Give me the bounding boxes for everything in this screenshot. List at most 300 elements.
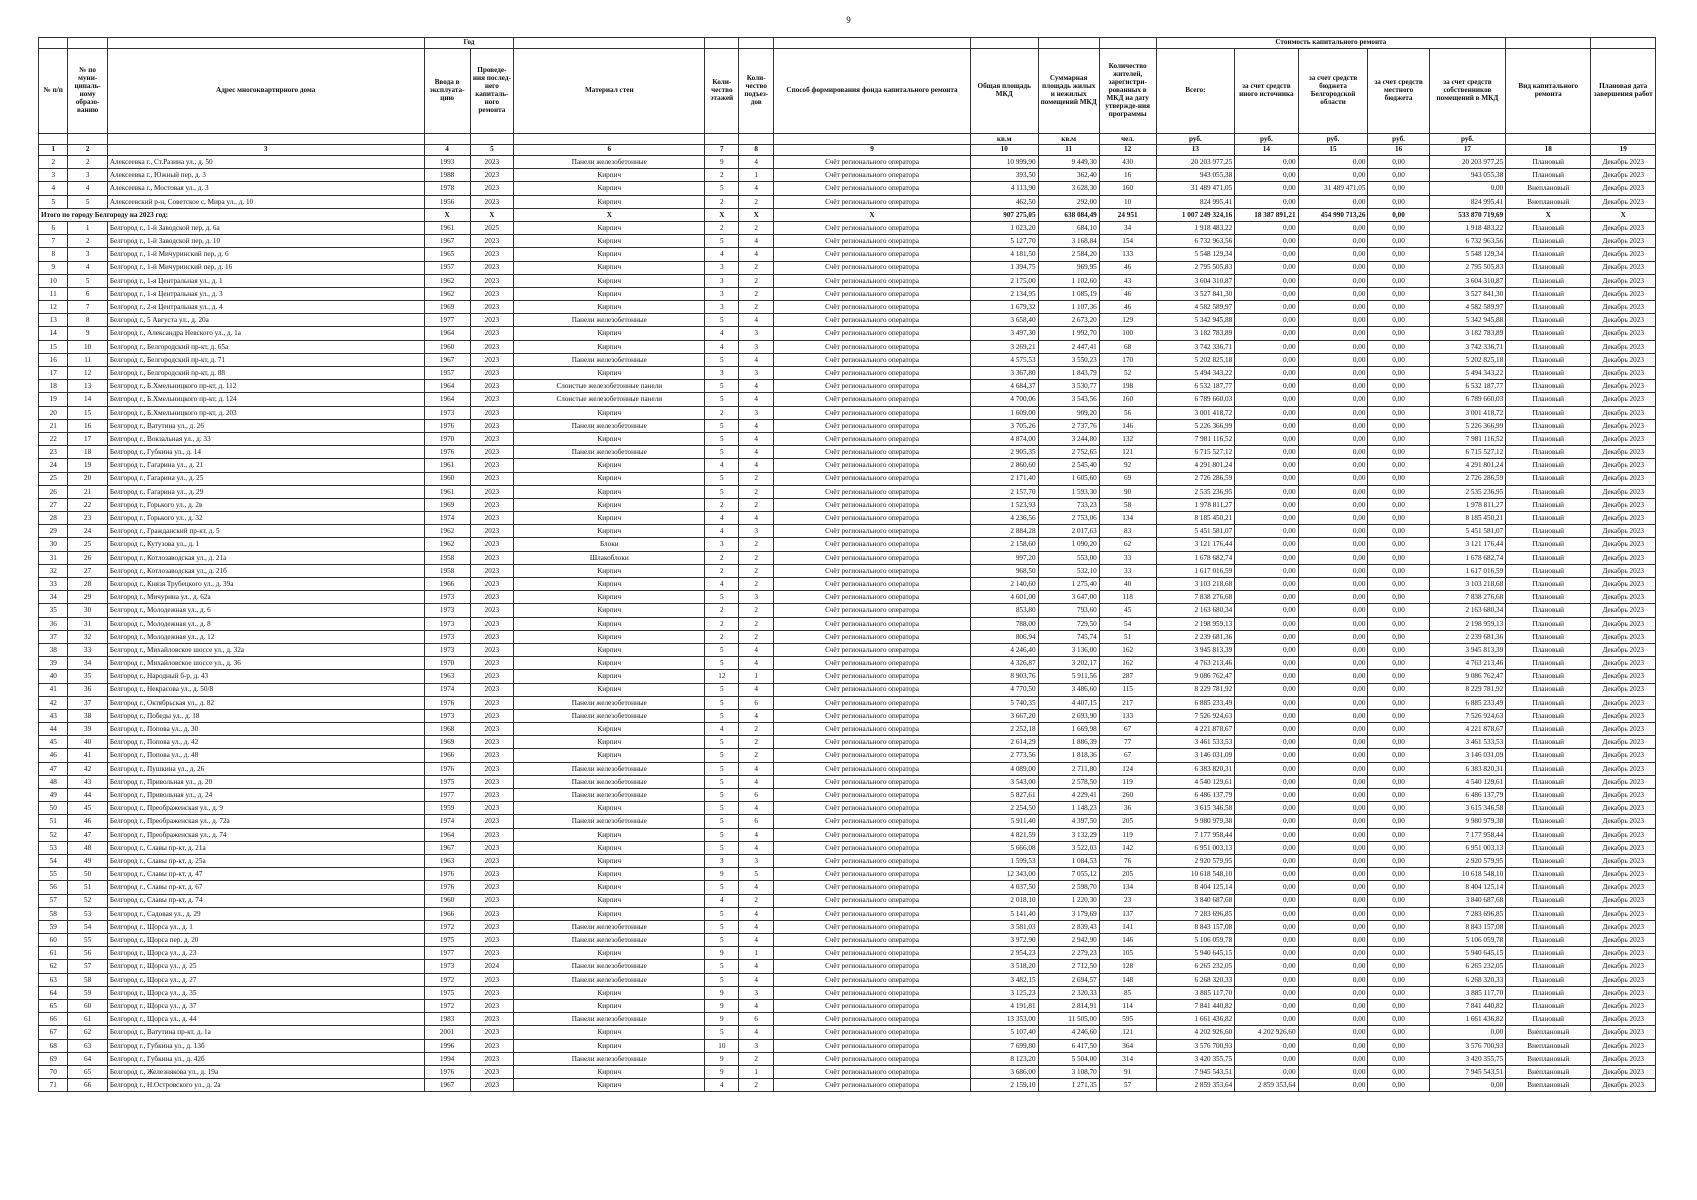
table-cell: 0,00 — [1368, 551, 1429, 564]
table-cell: Плановый — [1506, 498, 1591, 511]
table-cell: 2 158,60 — [970, 538, 1038, 551]
table-cell: Белгород г., Белгородский пр-кт, д. 65а — [107, 340, 424, 353]
table-row — [39, 221, 1656, 234]
table-cell: 1976 — [424, 419, 470, 432]
table-cell: Счёт регионального оператора — [774, 380, 971, 393]
column-number-10: 10 — [970, 145, 1038, 156]
table-cell: Счёт регионального оператора — [774, 301, 971, 314]
table-cell: 0,00 — [1298, 512, 1368, 525]
table-row — [39, 340, 1656, 353]
table-row — [39, 261, 1656, 274]
total-row — [39, 208, 1656, 221]
table-cell: 2023 — [470, 670, 514, 683]
table-cell: Кирпич — [514, 578, 705, 591]
table-cell: Белгород г., Садовая ул., д. 29 — [107, 907, 424, 920]
table-cell: Декабрь 2023 — [1591, 380, 1656, 393]
table-cell: 83 — [1099, 525, 1156, 538]
table-cell: 3 — [705, 287, 739, 300]
table-cell: Панели железобетонные — [514, 789, 705, 802]
table-cell: 3 179,69 — [1038, 907, 1099, 920]
table-cell: 4 — [739, 802, 774, 815]
table-cell: 364 — [1099, 1039, 1156, 1052]
table-cell: 1 669,98 — [1038, 723, 1099, 736]
table-cell: 0,00 — [1298, 340, 1368, 353]
table-cell: 1 084,53 — [1038, 854, 1099, 867]
table-cell: 2023 — [470, 551, 514, 564]
table-cell: 0,00 — [1235, 736, 1298, 749]
table-cell: 7 945 543,51 — [1156, 1065, 1235, 1078]
table-cell: 2 — [739, 498, 774, 511]
table-row — [39, 617, 1656, 630]
table-cell: 3 885 117,70 — [1156, 986, 1235, 999]
table-cell: 0,00 — [1368, 1052, 1429, 1065]
table-cell: 3 — [739, 525, 774, 538]
table-cell: 7 981 116,52 — [1429, 432, 1506, 445]
table-cell: 0,00 — [1368, 459, 1429, 472]
table-cell: 1 — [739, 1065, 774, 1078]
table-cell: Декабрь 2023 — [1591, 670, 1656, 683]
table-cell: Счёт регионального оператора — [774, 419, 971, 432]
table-cell: Плановый — [1506, 762, 1591, 775]
table-cell: 46 — [39, 749, 68, 762]
table-cell: Декабрь 2023 — [1591, 775, 1656, 788]
table-cell: 1976 — [424, 1065, 470, 1078]
table-cell: 3 121 176,44 — [1156, 538, 1235, 551]
table-cell: 58 — [68, 973, 107, 986]
table-cell: 2 — [739, 617, 774, 630]
table-cell: Плановый — [1506, 274, 1591, 287]
unit-col-3 — [107, 134, 424, 145]
table-cell: 6 732 963,56 — [1429, 235, 1506, 248]
table-cell: Кирпич — [514, 868, 705, 881]
table-row — [39, 564, 1656, 577]
table-cell: Кирпич — [514, 564, 705, 577]
table-cell: Белгород г., 5 Августа ул., д. 20а — [107, 314, 424, 327]
table-cell: 0,00 — [1235, 868, 1298, 881]
table-cell: 0,00 — [1298, 762, 1368, 775]
table-cell: 5 — [705, 472, 739, 485]
table-cell: Плановый — [1506, 169, 1591, 182]
table-cell: 16 — [39, 353, 68, 366]
table-cell: 3 615 346,58 — [1429, 802, 1506, 815]
table-cell: Декабрь 2023 — [1591, 762, 1656, 775]
table-cell: Счёт регионального оператора — [774, 986, 971, 999]
table-cell: Белгород г., Славы пр-кт, д. 67 — [107, 881, 424, 894]
table-cell: 4 — [739, 775, 774, 788]
table-cell: 0,00 — [1298, 643, 1368, 656]
table-cell: 1965 — [424, 248, 470, 261]
table-cell: 133 — [1099, 709, 1156, 722]
table-cell: 0,00 — [1368, 221, 1429, 234]
table-cell: 5 — [705, 802, 739, 815]
table-cell: 9 086 762,47 — [1429, 670, 1506, 683]
table-cell: 162 — [1099, 643, 1156, 656]
table-cell: Счёт регионального оператора — [774, 578, 971, 591]
table-cell: 260 — [1099, 789, 1156, 802]
table-cell: 0,00 — [1235, 854, 1298, 867]
table-cell: 0,00 — [1298, 195, 1368, 208]
table-cell: Счёт регионального оператора — [774, 1065, 971, 1078]
table-cell: Декабрь 2023 — [1591, 630, 1656, 643]
table-cell: 34 — [1099, 221, 1156, 234]
table-cell: 5 548 129,34 — [1156, 248, 1235, 261]
table-cell: 2 — [739, 749, 774, 762]
table-cell: 0,00 — [1298, 156, 1368, 169]
table-cell: Белгород г., Привольная ул., д. 20 — [107, 775, 424, 788]
column-number-12: 12 — [1099, 145, 1156, 156]
table-cell: 5 — [705, 881, 739, 894]
table-cell: 3 972,90 — [970, 934, 1038, 947]
table-cell: 100 — [1099, 327, 1156, 340]
table-cell: 54 — [68, 920, 107, 933]
table-cell: 58 — [39, 907, 68, 920]
table-cell: 6 951 003,13 — [1156, 841, 1235, 854]
table-cell: 1973 — [424, 960, 470, 973]
table-cell: Панели железобетонные — [514, 775, 705, 788]
table-cell: 2023 — [470, 472, 514, 485]
table-cell: 23 — [68, 512, 107, 525]
table-cell: 2 839,43 — [1038, 920, 1099, 933]
table-cell: 0,00 — [1235, 551, 1298, 564]
table-cell: 32 — [68, 630, 107, 643]
table-cell: Алексеевка г., Южный пер, д. 3 — [107, 169, 424, 182]
table-cell: 42 — [68, 762, 107, 775]
table-cell: 2 — [739, 723, 774, 736]
table-cell: 36 — [39, 617, 68, 630]
table-cell: 31 — [39, 551, 68, 564]
table-cell: 393,50 — [970, 169, 1038, 182]
table-cell: Декабрь 2023 — [1591, 578, 1656, 591]
table-cell: Счёт регионального оператора — [774, 287, 971, 300]
table-cell: Декабрь 2023 — [1591, 841, 1656, 854]
table-cell: 5 127,70 — [970, 235, 1038, 248]
table-cell: Счёт регионального оператора — [774, 367, 971, 380]
table-cell: 0,00 — [1368, 169, 1429, 182]
table-cell: Белгород г., Михайловское шоссе ул., д. 36 — [107, 657, 424, 670]
table-cell: 0,00 — [1235, 815, 1298, 828]
table-row — [39, 868, 1656, 881]
table-cell: 2023 — [470, 327, 514, 340]
table-cell: 3 497,30 — [970, 327, 1038, 340]
table-cell: 5 — [705, 353, 739, 366]
table-cell: 24 — [68, 525, 107, 538]
header-col-11: Суммарная площадь жилых и нежилых помещений МКД — [1038, 49, 1099, 134]
table-cell: 13 — [68, 380, 107, 393]
table-cell: Декабрь 2023 — [1591, 459, 1656, 472]
table-cell: 2 578,50 — [1038, 775, 1099, 788]
table-cell: 2 795 505,83 — [1156, 261, 1235, 274]
table-cell: 10 999,90 — [970, 156, 1038, 169]
table-cell: 2 — [39, 156, 68, 169]
table-row — [39, 1039, 1656, 1052]
table-cell: 0,00 — [1235, 301, 1298, 314]
table-cell: 3 543,56 — [1038, 393, 1099, 406]
table-cell: 0,00 — [1235, 156, 1298, 169]
table-cell: 0,00 — [1235, 169, 1298, 182]
table-cell: 1977 — [424, 947, 470, 960]
table-cell: Плановый — [1506, 1000, 1591, 1013]
table-cell: 11 — [39, 287, 68, 300]
table-cell: 0,00 — [1235, 670, 1298, 683]
table-cell: Кирпич — [514, 643, 705, 656]
table-cell: 56 — [68, 947, 107, 960]
table-cell: Декабрь 2023 — [1591, 604, 1656, 617]
table-cell: 3 840 687,68 — [1429, 894, 1506, 907]
table-cell: 9 — [705, 986, 739, 999]
table-cell: 63 — [68, 1039, 107, 1052]
table-cell: 61 — [68, 1013, 107, 1026]
table-cell: 3 945 813,39 — [1429, 643, 1506, 656]
table-cell: Счёт регионального оператора — [774, 841, 971, 854]
table-cell: 1 886,39 — [1038, 736, 1099, 749]
table-cell: 4 — [739, 393, 774, 406]
table-cell: 5 494 343,22 — [1429, 367, 1506, 380]
table-cell: Декабрь 2023 — [1591, 657, 1656, 670]
table-cell: 85 — [1099, 986, 1156, 999]
table-row — [39, 1000, 1656, 1013]
table-cell: 3 658,40 — [970, 314, 1038, 327]
table-cell: Панели железобетонные — [514, 1052, 705, 1065]
table-cell: 2 942,90 — [1038, 934, 1099, 947]
table-cell: 0,00 — [1235, 432, 1298, 445]
table-cell: 3 136,00 — [1038, 643, 1099, 656]
unit-col-4 — [424, 134, 470, 145]
table-cell: 6 486 137,79 — [1429, 789, 1506, 802]
table-cell: 7 283 696,85 — [1429, 907, 1506, 920]
table-cell: 2 — [739, 564, 774, 577]
table-cell: 0,00 — [1368, 591, 1429, 604]
table-row — [39, 235, 1656, 248]
table-cell: 40 — [39, 670, 68, 683]
table-cell: 142 — [1099, 841, 1156, 854]
table-row — [39, 182, 1656, 195]
table-cell: Декабрь 2023 — [1591, 683, 1656, 696]
table-cell: 595 — [1099, 1013, 1156, 1026]
table-cell: 4 202 926,60 — [1156, 1026, 1235, 1039]
table-cell: 9 086 762,47 — [1156, 670, 1235, 683]
table-cell: 60 — [68, 1000, 107, 1013]
table-cell: Кирпич — [514, 723, 705, 736]
capital-repair-table — [38, 37, 1656, 1092]
table-cell: 733,23 — [1038, 498, 1099, 511]
table-cell: 56 — [39, 881, 68, 894]
table-cell: 1969 — [424, 301, 470, 314]
table-cell: 43 — [39, 709, 68, 722]
table-cell: 0,00 — [1368, 934, 1429, 947]
table-cell: Декабрь 2023 — [1591, 327, 1656, 340]
table-cell: 47 — [68, 828, 107, 841]
table-cell: 1 617 016,59 — [1156, 564, 1235, 577]
table-cell: Счёт регионального оператора — [774, 934, 971, 947]
table-cell: Плановый — [1506, 881, 1591, 894]
table-cell: 2 239 681,36 — [1156, 630, 1235, 643]
page-number: 9 — [846, 15, 851, 25]
table-cell: Белгород г., 1-й Заводской пер, д. 6а — [107, 221, 424, 234]
table-cell: 3 367,80 — [970, 367, 1038, 380]
unit-col-9 — [774, 134, 971, 145]
table-cell: Декабрь 2023 — [1591, 907, 1656, 920]
table-cell: 29 — [68, 591, 107, 604]
table-cell: Белгород г., Котлозаводская ул., д. 21а — [107, 551, 424, 564]
table-cell: 6 732 963,56 — [1156, 235, 1235, 248]
table-cell: 5 107,40 — [970, 1026, 1038, 1039]
table-cell: 0,00 — [1368, 485, 1429, 498]
table-cell: 2023 — [470, 1013, 514, 1026]
table-cell: Декабрь 2023 — [1591, 960, 1656, 973]
header-col-1: № п/п — [39, 49, 68, 134]
table-cell: 8 — [39, 248, 68, 261]
table-cell: Декабрь 2023 — [1591, 301, 1656, 314]
table-cell: 4 — [739, 934, 774, 947]
unit-col-6 — [514, 134, 705, 145]
table-cell: 3 132,29 — [1038, 828, 1099, 841]
table-cell: 2023 — [470, 1000, 514, 1013]
table-cell: 2 905,35 — [970, 446, 1038, 459]
table-cell: Плановый — [1506, 920, 1591, 933]
table-cell: 5 — [705, 182, 739, 195]
table-cell: 3 — [739, 367, 774, 380]
table-cell: Счёт регионального оператора — [774, 854, 971, 867]
table-cell: 1976 — [424, 868, 470, 881]
table-cell: 30 — [68, 604, 107, 617]
table-cell: 31 — [68, 617, 107, 630]
table-cell: 5 — [705, 380, 739, 393]
table-cell: 3 705,26 — [970, 419, 1038, 432]
table-cell: 2023 — [470, 617, 514, 630]
table-cell: 3 576 700,93 — [1429, 1039, 1506, 1052]
table-cell: Белгород г., Октябрьская ул., д. 82 — [107, 696, 424, 709]
table-cell: 3 945 813,39 — [1156, 643, 1235, 656]
table-cell: 1977 — [424, 314, 470, 327]
table-cell: Декабрь 2023 — [1591, 802, 1656, 815]
table-cell: 2023 — [470, 182, 514, 195]
table-cell: 2023 — [470, 907, 514, 920]
table-row — [39, 749, 1656, 762]
table-cell: 51 — [68, 881, 107, 894]
table-cell: 43 — [68, 775, 107, 788]
table-cell: 5 504,00 — [1038, 1052, 1099, 1065]
table-row — [39, 367, 1656, 380]
table-cell: 3 103 218,68 — [1429, 578, 1506, 591]
table-cell: 20 203 977,25 — [1429, 156, 1506, 169]
table-cell: 1962 — [424, 287, 470, 300]
table-cell: 793,60 — [1038, 604, 1099, 617]
table-cell: Внеплановый — [1506, 1039, 1591, 1052]
table-cell: Декабрь 2023 — [1591, 736, 1656, 749]
table-cell: Белгород г., Щорса ул., д. 23 — [107, 947, 424, 960]
table-cell: Декабрь 2023 — [1591, 854, 1656, 867]
table-cell: 0,00 — [1235, 248, 1298, 261]
table-cell: Кирпич — [514, 169, 705, 182]
table-cell: 2 — [739, 736, 774, 749]
table-cell: 2023 — [470, 1026, 514, 1039]
table-cell: 6 265 232,05 — [1156, 960, 1235, 973]
table-cell: 0,00 — [1298, 485, 1368, 498]
table-cell: 2023 — [470, 525, 514, 538]
table-cell: 2 920 579,95 — [1156, 854, 1235, 867]
table-cell: 0,00 — [1368, 1013, 1429, 1026]
table-cell: Декабрь 2023 — [1591, 986, 1656, 999]
header-col-2: № по муни-ципаль-ному образо-ванию — [68, 49, 107, 134]
table-cell: Плановый — [1506, 287, 1591, 300]
table-cell: 2023 — [470, 947, 514, 960]
table-cell: 5 — [705, 841, 739, 854]
table-row — [39, 986, 1656, 999]
table-cell: 6 951 003,13 — [1429, 841, 1506, 854]
table-cell: 198 — [1099, 380, 1156, 393]
table-cell: Декабрь 2023 — [1591, 340, 1656, 353]
table-cell: Плановый — [1506, 894, 1591, 907]
column-number-15: 15 — [1298, 145, 1368, 156]
table-cell: 5 — [705, 709, 739, 722]
table-cell: 4 291 801,24 — [1429, 459, 1506, 472]
table-cell: 909,20 — [1038, 406, 1099, 419]
table-cell: Счёт регионального оператора — [774, 446, 971, 459]
table-cell: 4 821,59 — [970, 828, 1038, 841]
table-cell: 141 — [1099, 920, 1156, 933]
table-cell: 4 191,81 — [970, 1000, 1038, 1013]
table-cell: Внеплановый — [1506, 195, 1591, 208]
table-cell: 3 581,03 — [970, 920, 1038, 933]
table-cell: 56 — [1099, 406, 1156, 419]
table-row — [39, 775, 1656, 788]
table-cell: 0,00 — [1429, 182, 1506, 195]
table-cell: 1959 — [424, 802, 470, 815]
table-cell: 2 447,41 — [1038, 340, 1099, 353]
table-cell: 0,00 — [1235, 235, 1298, 248]
table-cell: 3 — [39, 169, 68, 182]
table-cell: 1973 — [424, 617, 470, 630]
table-cell: 37 — [39, 630, 68, 643]
table-cell: 4 181,50 — [970, 248, 1038, 261]
table-cell: Счёт регионального оператора — [774, 947, 971, 960]
table-cell: 2 753,06 — [1038, 512, 1099, 525]
table-cell: 7 981 116,52 — [1156, 432, 1235, 445]
table-cell: 4 — [739, 709, 774, 722]
total-cell: 24 951 — [1099, 208, 1156, 221]
table-cell: 0,00 — [1298, 709, 1368, 722]
table-cell: Белгород г., Б.Хмельницкого пр-кт, д. 112 — [107, 380, 424, 393]
table-cell: Счёт регионального оператора — [774, 683, 971, 696]
table-cell: 0,00 — [1298, 551, 1368, 564]
table-cell: 10 — [68, 340, 107, 353]
table-cell: 6 — [68, 287, 107, 300]
table-cell: 0,00 — [1235, 696, 1298, 709]
table-cell: 0,00 — [1298, 314, 1368, 327]
table-cell: 4 763 213,46 — [1156, 657, 1235, 670]
table-cell: 2 — [739, 578, 774, 591]
table-row — [39, 604, 1656, 617]
table-cell: Счёт регионального оператора — [774, 432, 971, 445]
table-cell: Плановый — [1506, 406, 1591, 419]
table-cell: 4 326,87 — [970, 657, 1038, 670]
table-cell: 0,00 — [1368, 525, 1429, 538]
table-cell: 68 — [39, 1039, 68, 1052]
unit-col-15: руб. — [1298, 134, 1368, 145]
table-cell: 4 575,53 — [970, 353, 1038, 366]
table-cell: Белгород г., Молодежная ул., д. 8 — [107, 617, 424, 630]
table-cell: 1 085,19 — [1038, 287, 1099, 300]
table-cell: 2 535 236,95 — [1156, 485, 1235, 498]
table-cell: 10 — [39, 274, 68, 287]
table-cell: Белгород г., Губкина ул., д. 13б — [107, 1039, 424, 1052]
table-cell: 6 486 137,79 — [1156, 789, 1235, 802]
table-cell: 0,00 — [1368, 578, 1429, 591]
table-cell: Кирпич — [514, 182, 705, 195]
unit-col-2 — [68, 134, 107, 145]
table-cell: Декабрь 2023 — [1591, 1079, 1656, 1092]
table-cell: 2023 — [470, 1052, 514, 1065]
